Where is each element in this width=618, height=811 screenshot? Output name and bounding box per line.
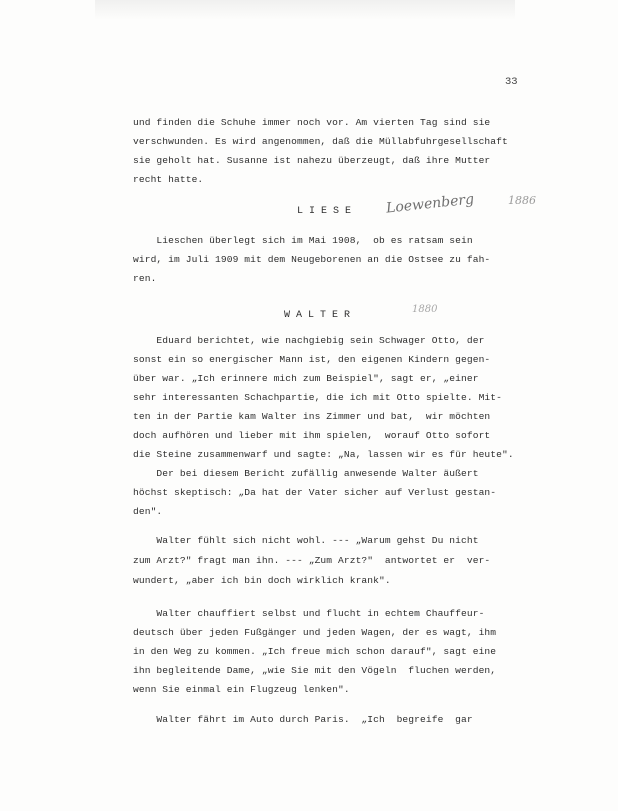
text-line: doch aufhören und lieber mit ihm spielen, worauf Otto sofort xyxy=(133,430,491,441)
text-line: Eduard berichtet, wie nachgiebig sein Schwager Otto, der xyxy=(133,335,485,346)
text-line: wenn Sie einmal ein Flugzeug lenken". xyxy=(133,684,350,695)
text-line: sehr interessanten Schachpartie, die ich mit Otto spielte. Mit- xyxy=(133,392,503,403)
scan-smudge xyxy=(95,0,515,20)
text-line: Der bei diesem Bericht zufällig anwesende Walter äußert xyxy=(133,468,479,479)
text-line: Walter fühlt sich nicht wohl. --- „Warum gehst Du nicht xyxy=(133,535,479,546)
text-line: ren. xyxy=(133,273,157,284)
handwritten-note: 1886 xyxy=(508,194,536,207)
text-line: ihn begleitende Dame, „wie Sie mit den Vögeln fluchen werden, xyxy=(133,665,497,676)
handwritten-note: 1880 xyxy=(412,304,438,315)
text-line: ten in der Partie kam Walter ins Zimmer und bat, wir möchten xyxy=(133,411,491,422)
text-line: höchst skeptisch: „Da hat der Vater sicher auf Verlust gestan- xyxy=(133,487,497,498)
handwritten-note: Loewenberg xyxy=(385,191,475,217)
text-line: Lieschen überlegt sich im Mai 1908, ob es ratsam sein xyxy=(133,235,473,246)
section-heading-walter: WALTER xyxy=(284,310,357,321)
text-line: wundert, „aber ich bin doch wirklich krank". xyxy=(133,575,391,586)
text-line: sie geholt hat. Susanne ist nahezu überzeugt, daß ihre Mutter xyxy=(133,155,491,166)
text-line: sonst ein so energischer Mann ist, den eigenen Kindern gegen- xyxy=(133,354,491,365)
text-line: Walter fährt im Auto durch Paris. „Ich begreife gar xyxy=(133,714,473,725)
text-line: wird, im Juli 1909 mit dem Neugeborenen an die Ostsee zu fah- xyxy=(133,254,491,265)
text-line: die Steine zusammenwarf und sagte: „Na, lassen wir es für heute". xyxy=(133,449,514,460)
text-line: Walter chauffiert selbst und flucht in echtem Chauffeur- xyxy=(133,608,485,619)
text-line: und finden die Schuhe immer noch vor. Am vierten Tag sind sie xyxy=(133,117,491,128)
text-line: in den Weg zu kommen. „Ich freue mich schon darauf", sagt eine xyxy=(133,646,497,657)
text-line: zum Arzt?" fragt man ihn. --- „Zum Arzt?" antwortet er ver- xyxy=(133,555,491,566)
text-line: recht hatte. xyxy=(133,174,204,185)
text-line: den". xyxy=(133,506,163,517)
section-heading-liese: LIESE xyxy=(297,206,358,217)
page-number: 33 xyxy=(505,76,518,88)
text-line: über war. „Ich erinnere mich zum Beispiel", sagt er, „einer xyxy=(133,373,479,384)
text-line: deutsch über jeden Fußgänger und jeden Wagen, der es wagt, ihm xyxy=(133,627,497,638)
text-line: verschwunden. Es wird angenommen, daß die Müllabfuhrgesellschaft xyxy=(133,136,508,147)
